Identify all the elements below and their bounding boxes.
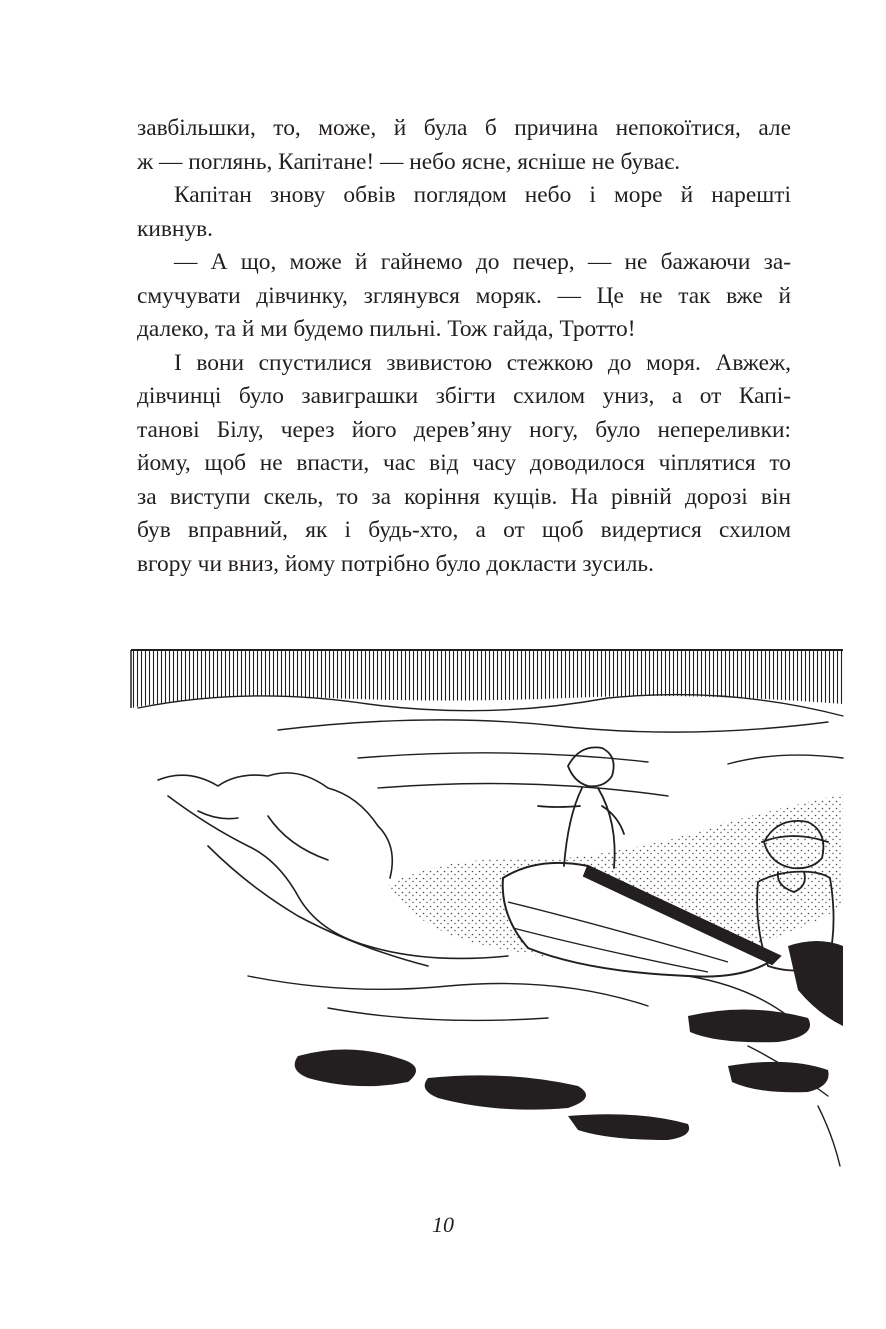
sky-hatching	[131, 650, 843, 708]
text-line: далеко, та й ми будемо пильні. Тож гайда, Тротто!	[137, 316, 636, 342]
text-line: І вони спустилися звивистою стежкою до моря. Авжеж,	[174, 349, 791, 376]
text-line: дівчинці було завиграшки збігти схилом униз, а от Капі-	[137, 383, 791, 409]
text-line: смучувати дівчинку, зглянувся моряк. — Це не так вже й	[137, 282, 791, 309]
text-line: — А що, може й гайнемо до печер, — не бажаючи за-	[174, 249, 791, 275]
text-line: йому, щоб не впасти, час від часу доводилося чіплятися то	[137, 450, 791, 476]
text-line: завбільшки, то, може, й була б причина непокоїтися, але	[137, 115, 791, 141]
text-line: був вправний, як і будь-хто, а от щоб видертися схилом	[137, 517, 791, 543]
text-line: за виступи скель, то за коріння кущів. На рівній дорозі він	[137, 483, 791, 510]
girl-figure	[538, 747, 624, 868]
sea-lines	[138, 695, 843, 796]
boat-illustration	[128, 646, 848, 1171]
text-line: вгору чи вниз, йому потрібно було докласти зусиль.	[137, 550, 654, 577]
body-text	[137, 112, 791, 581]
text-line: кивнув.	[137, 215, 214, 242]
text-line: Капітан знову обвів поглядом небо і море й нарешті	[174, 182, 791, 208]
dark-water-strokes	[295, 941, 843, 1140]
page-number: 10	[432, 1212, 454, 1237]
text-line: ж — поглянь, Капітане! — небо ясне, ясніше не буває.	[137, 148, 681, 175]
text-line: танові Білу, через його дерев’яну ногу, було непереливки:	[137, 416, 791, 443]
